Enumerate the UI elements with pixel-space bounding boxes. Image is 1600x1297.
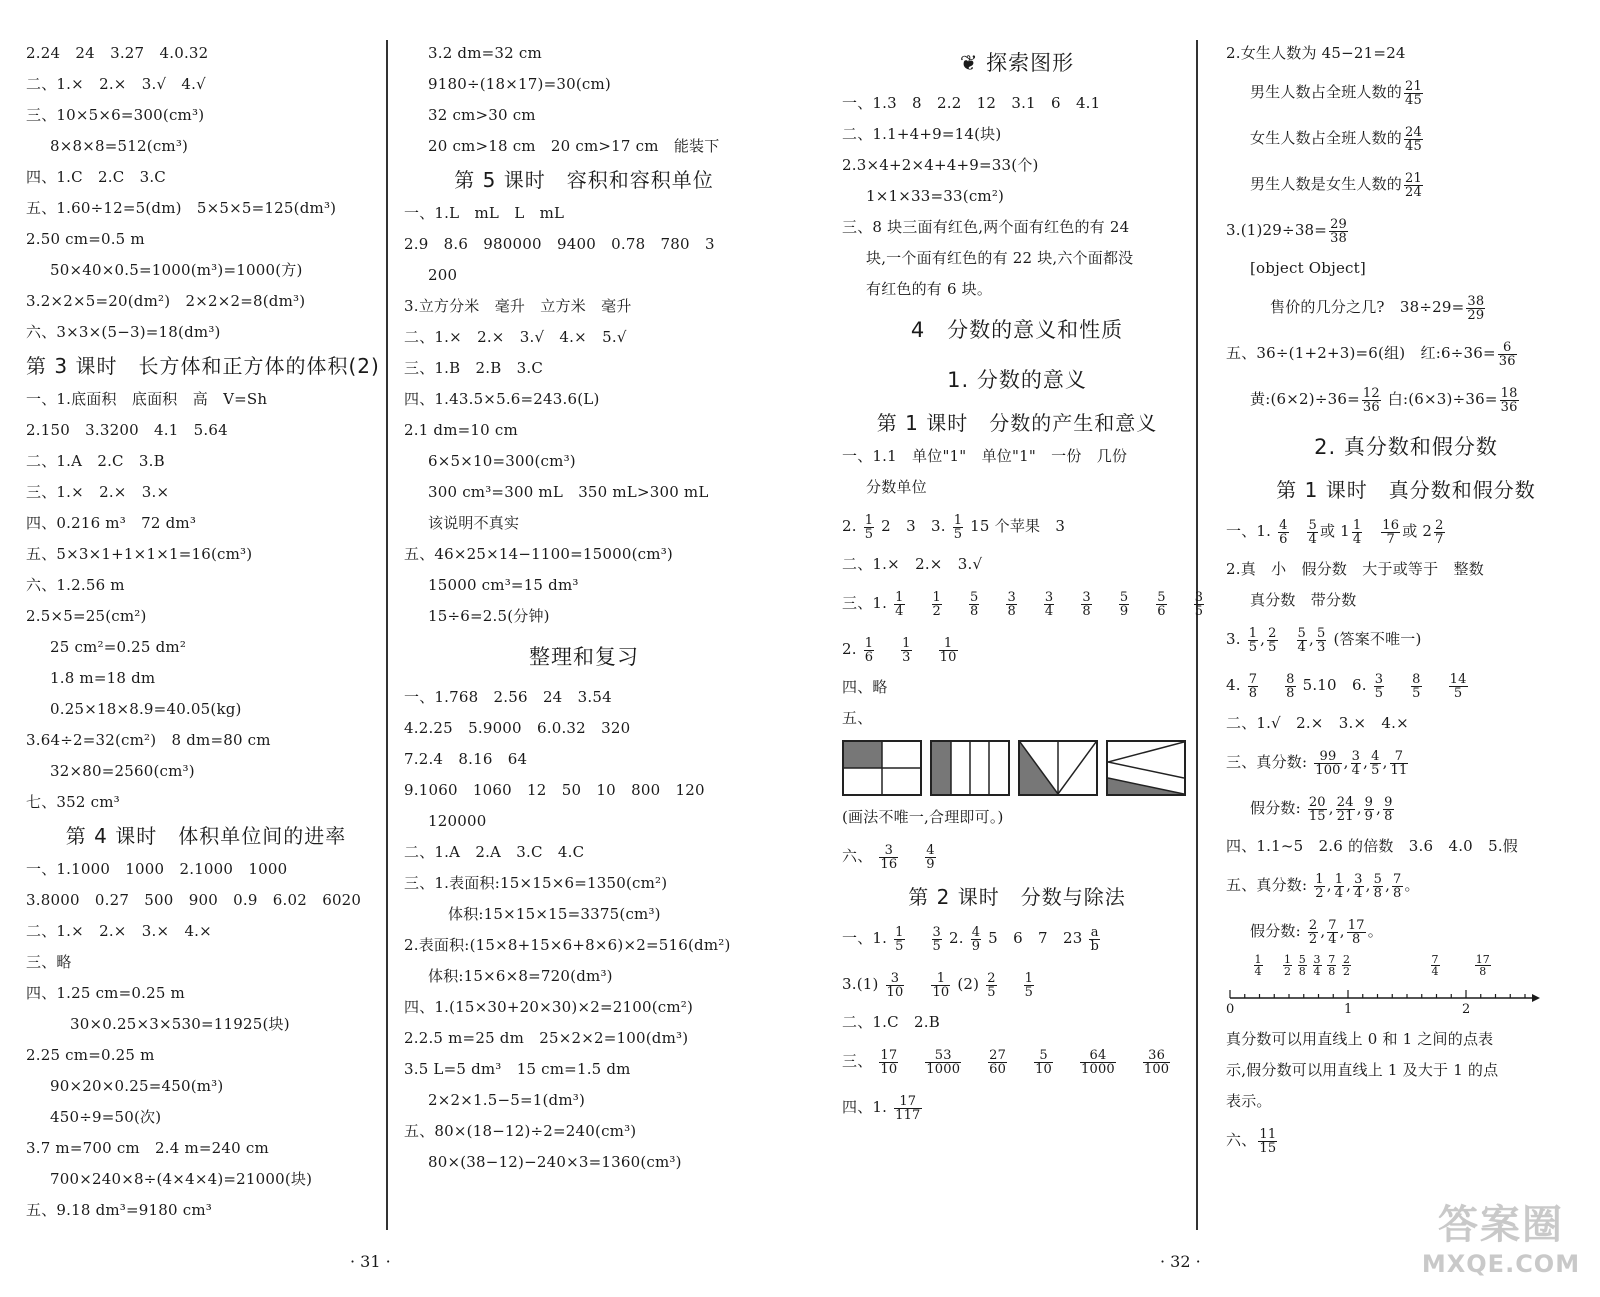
answer-line: 2.表面积:(15×8+15×6+8×6)×2=516(dm²) — [404, 936, 731, 954]
answer-line: 9.1060 1060 12 50 10 800 120 — [404, 781, 705, 799]
answer-line: 块,一个面有红色的有 22 块,六个面都没 — [866, 249, 1134, 267]
answer-line: 三、 $\frac{17}{10}$ $\frac{53}{1000}$ $\frac{27}{60}$ $\frac{5}{10}$ $\frac{64}{1000}$ $\frac{36}{100}$ — [842, 1047, 1170, 1077]
lesson-heading: 第 1 课时 分数的产生和意义 — [876, 411, 1158, 435]
answer-line: 四、0.216 m³ 72 dm³ — [26, 514, 197, 532]
fraction: $\frac{8}{8}$ — [1286, 671, 1295, 701]
fraction-figures — [842, 734, 1192, 802]
answer-line: 四、1.1~5 2.6 的倍数 3.6 4.0 5.假 — [1226, 837, 1519, 855]
answer-line: 二、1.× 2.× 3.√ — [842, 555, 983, 573]
answer-line: 男生人数是女生人数的 $\frac{21}{24}$ — [1250, 170, 1422, 200]
fraction: $\frac{5}{4}$ — [1297, 625, 1307, 655]
answer-line: 6×5×10=300(cm³) — [428, 452, 576, 470]
fraction: $\frac{2}{5}$ — [1268, 625, 1277, 655]
fraction: $\frac{1}{2}$ — [1315, 871, 1324, 901]
answer-line: 四、1. $\frac{17}{117}$ — [842, 1093, 921, 1123]
fraction: $\frac{1}{4}$ — [1352, 517, 1362, 547]
answer-line: 一、1.1 单位"1" 单位"1" 一份 几份 — [842, 447, 1128, 465]
answer-line: 四、1.C 2.C 3.C — [26, 168, 166, 186]
answer-line: 80×(38−12)−240×3=1360(cm³) — [428, 1153, 682, 1171]
answer-line: 一、1.底面积 底面积 高 V=Sh — [26, 390, 268, 408]
fraction: $\frac{8}{5}$ — [1412, 671, 1421, 701]
fraction: $\frac{2}{5}$ — [987, 970, 996, 1000]
answer-line: 3.5 L=5 dm³ 15 cm=1.5 dm — [404, 1060, 631, 1078]
answer-line: 五、36÷(1+2+3)=6(组) 红:6÷36= $\frac{6}{36}$ — [1226, 339, 1516, 369]
column-divider-left — [386, 40, 388, 1230]
fraction: $\frac{64}{1000}$ — [1081, 1047, 1115, 1077]
answer-line: 32 cm>30 cm — [428, 106, 536, 124]
answer-line: 五、 — [842, 709, 873, 727]
answer-line: 假分数: $\frac{20}{15}$ , $\frac{24}{21}$ , $\frac{9}{9}$ , $\frac{9}{8}$ — [1250, 794, 1393, 824]
answer-line: 三、1.× 2.× 3.× — [26, 483, 170, 501]
fraction: $\frac{16}{7}$ — [1382, 517, 1400, 547]
fraction: $\frac{7}{11}$ — [1390, 748, 1408, 778]
figure-square-quarters — [842, 740, 922, 796]
section-heading: 1. 分数的意义 — [947, 368, 1087, 392]
answer-line: 女生人数占全班人数的 $\frac{24}{45}$ — [1250, 124, 1422, 154]
answer-line: 4. $\frac{7}{8}$ $\frac{8}{8}$ 5.10 6. $\frac{3}{5}$ $\frac{8}{5}$ $\frac{14}{5}$ — [1226, 671, 1467, 701]
answer-line: 三、10×5×6=300(cm³) — [26, 106, 205, 124]
lesson-heading: 第 5 课时 容积和容积单位 — [454, 168, 714, 192]
lesson-heading: 第 4 课时 体积单位间的进率 — [65, 824, 347, 848]
answer-line: 2.3×4+2×4+4+9=33(个) — [842, 156, 1039, 174]
answer-line: 二、1.√ 2.× 3.× 4.× — [1226, 714, 1409, 732]
fraction: $\frac{5}{3}$ — [1316, 625, 1326, 655]
page-number-left: · 31 · — [350, 1252, 391, 1271]
answer-line: 2. $\frac{1}{6}$ $\frac{1}{3}$ $\frac{1}{10}$ — [842, 635, 957, 665]
answer-line: 三、1. $\frac{1}{4}$ $\frac{1}{2}$ $\frac{5}{8}$ $\frac{3}{8}$ $\frac{3}{4}$ $\frac{3}{8}$ $\frac{5}{9}$ $\frac{5}{6}$ $\frac{3}{5}$ — [842, 589, 1204, 619]
unit-heading: 4 分数的意义和性质 — [910, 318, 1124, 342]
answer-line: 三、略 — [26, 953, 72, 971]
answer-line: 二、1.A 2.A 3.C 4.C — [404, 843, 585, 861]
answer-line: 2×2×1.5−5=1(dm³) — [428, 1091, 586, 1109]
fraction: $\frac{5}{8}$ — [1373, 871, 1383, 901]
answer-line: 2. $\frac{1}{5}$ 2 3 3. $\frac{1}{5}$ 15 个苹果 3 — [842, 512, 1066, 542]
answer-line: 一、1. $\frac{1}{5}$ $\frac{3}{5}$ 2. $\frac{4}{9}$ 5 6 7 23 $\frac{a}{b}$ — [842, 924, 1099, 954]
answer-line: 二、1.× 2.× 3.× 4.× — [26, 922, 212, 940]
answer-line: 六、1.2.56 m — [26, 576, 125, 594]
fraction: $\frac{17}{10}$ — [880, 1047, 898, 1077]
column-3 — [842, 38, 1204, 1130]
number-line-label: 2 — [1462, 1002, 1471, 1017]
number-line-fraction: $\frac{7}{8}$ — [1328, 953, 1336, 978]
fraction: $\frac{6}{36}$ — [1498, 339, 1516, 369]
answer-line: 450÷9=50(次) — [50, 1108, 162, 1126]
fraction: $\frac{21}{45}$ — [1405, 78, 1422, 108]
fraction: $\frac{1}{10}$ — [939, 635, 957, 665]
fraction: $\frac{11}{15}$ — [1259, 1126, 1277, 1156]
fraction: $\frac{20}{15}$ — [1308, 794, 1326, 824]
answer-line: 2.150 3.3200 4.1 5.64 — [26, 421, 228, 439]
answer-line: [object Object] — [1250, 259, 1366, 277]
answer-line: 2.25 cm=0.25 m — [26, 1046, 155, 1064]
fraction: $\frac{21}{24}$ — [1405, 170, 1422, 200]
fraction: $\frac{1}{5}$ — [895, 924, 904, 954]
fraction: $\frac{3}{4}$ — [1351, 748, 1361, 778]
section-heading: ❦ 探索图形 — [959, 51, 1075, 75]
answer-line: 五、46×25×14−1100=15000(cm³) — [404, 545, 673, 563]
answer-line: 体积:15×15×15=3375(cm³) — [448, 905, 661, 923]
answer-line: 四、1.(15×30+20×30)×2=2100(cm²) — [404, 998, 694, 1016]
fraction: $\frac{2}{2}$ — [1308, 917, 1318, 947]
answer-line: 3.(1) $\frac{3}{10}$ $\frac{1}{10}$ (2) $\frac{2}{5}$ $\frac{1}{5}$ — [842, 970, 1034, 1000]
fraction: $\frac{9}{9}$ — [1364, 794, 1374, 824]
number-line-label: 1 — [1344, 1002, 1353, 1017]
answer-line: 8×8×8=512(cm³) — [50, 137, 189, 155]
lesson-heading: 第 2 课时 分数与除法 — [908, 885, 1126, 909]
fraction: $\frac{1}{10}$ — [932, 970, 950, 1000]
column-4 — [1226, 38, 1586, 1163]
fraction: $\frac{38}{29}$ — [1467, 293, 1485, 323]
answer-line: 一、1.L mL L mL — [404, 204, 565, 222]
answer-line: 2.24 24 3.27 4.0.32 — [26, 44, 209, 62]
answer-line: 3.立方分米 毫升 立方米 毫升 — [404, 297, 632, 315]
lesson-heading: 第 3 课时 长方体和正方体的体积(2) — [26, 354, 380, 378]
answer-line: 90×20×0.25=450(m³) — [50, 1077, 224, 1095]
answer-line: 真分数可以用直线上 0 和 1 之间的点表 — [1226, 1030, 1494, 1048]
answer-line: 假分数: $\frac{2}{2}$ , $\frac{7}{4}$ , $\frac{17}{8}$ 。 — [1250, 917, 1383, 947]
page-number-right: · 32 · — [1160, 1252, 1201, 1271]
answer-line: 六、 $\frac{11}{15}$ — [1226, 1126, 1277, 1156]
answer-line: 7.2.4 8.16 64 — [404, 750, 528, 768]
answer-line: 2.女生人数为 45−21=24 — [1226, 44, 1406, 62]
fraction: $\frac{4}{5}$ — [1371, 748, 1380, 778]
answer-line: 3.(1)29÷38= $\frac{29}{38}$ — [1226, 216, 1348, 246]
fraction: $\frac{5}{8}$ — [970, 589, 979, 619]
answer-line: 该说明不真实 — [428, 514, 520, 532]
fraction: $\frac{1}{3}$ — [902, 635, 911, 665]
fraction: $\frac{1}{5}$ — [1024, 970, 1034, 1000]
answer-line: 五、1.60÷12=5(dm) 5×5×5=125(dm³) — [26, 199, 337, 217]
fraction: $\frac{5}{9}$ — [1119, 589, 1129, 619]
answer-line: 三、1.B 2.B 3.C — [404, 359, 544, 377]
column-1 — [26, 38, 386, 1226]
number-line-fraction: $\frac{1}{4}$ — [1254, 953, 1262, 978]
answer-line: 六、 $\frac{3}{16}$ $\frac{4}{9}$ — [842, 842, 935, 872]
fraction: $\frac{53}{1000}$ — [926, 1047, 961, 1077]
fraction: $\frac{3}{8}$ — [1082, 589, 1091, 619]
fraction: $\frac{1}{5}$ — [864, 512, 874, 542]
answer-line: 15÷6=2.5(分钟) — [428, 607, 550, 625]
column-2 — [404, 38, 764, 1178]
number-line-fraction: $\frac{5}{8}$ — [1298, 953, 1306, 978]
answer-line: 二、1.A 2.C 3.B — [26, 452, 165, 470]
fraction: $\frac{1}{4}$ — [895, 589, 904, 619]
section-heading: 2. 真分数和假分数 — [1314, 435, 1498, 459]
answer-line: 1.8 m=18 dm — [50, 669, 156, 687]
fraction: $\frac{99}{100}$ — [1315, 748, 1341, 778]
fraction: $\frac{3}{5}$ — [1194, 589, 1204, 619]
fraction: $\frac{7}{8}$ — [1248, 671, 1258, 701]
answer-line: 五、5×3×1+1×1×1=16(cm³) — [26, 545, 253, 563]
fraction: $\frac{3}{10}$ — [886, 970, 904, 1000]
fraction: $\frac{4}{6}$ — [1279, 517, 1288, 547]
fraction: $\frac{a}{b}$ — [1090, 924, 1099, 954]
answer-line: 15000 cm³=15 dm³ — [428, 576, 579, 594]
answer-line: 一、1.768 2.56 24 3.54 — [404, 688, 612, 706]
answer-line: 一、1.3 8 2.2 12 3.1 6 4.1 — [842, 94, 1101, 112]
watermark-logo: 答案圈 MXQE.COM — [1421, 1202, 1581, 1278]
answer-line: 2.真 小 假分数 大于或等于 整数 — [1226, 560, 1484, 578]
answer-line: 二、1.1+4+9=14(块) — [842, 125, 1002, 143]
answer-line: 四、略 — [842, 678, 888, 696]
fraction: $\frac{3}{8}$ — [1007, 589, 1016, 619]
number-line-fraction: $\frac{2}{2}$ — [1343, 953, 1350, 978]
answer-line: 3.7 m=700 cm 2.4 m=240 cm — [26, 1139, 269, 1157]
number-line-fraction: $\frac{1}{2}$ — [1284, 953, 1291, 978]
answer-line: 三、8 块三面有红色,两个面有红色的有 24 — [842, 218, 1130, 236]
fraction: $\frac{14}{5}$ — [1449, 671, 1467, 701]
answer-line: 1×1×33=33(cm²) — [866, 187, 1005, 205]
answer-line: 六、3×3×(5−3)=18(dm³) — [26, 323, 221, 341]
answer-line: 二、1.× 2.× 3.√ 4.× 5.√ — [404, 328, 627, 346]
answer-line: 2.5×5=25(cm²) — [26, 607, 147, 625]
figure-triangles — [1018, 740, 1098, 796]
answer-line: 黄:(6×2)÷36= $\frac{12}{36}$ 白:(6×3)÷36= $\frac{18}{36}$ — [1250, 385, 1518, 415]
fraction: $\frac{3}{5}$ — [1374, 671, 1384, 701]
answer-line: 25 cm²=0.25 dm² — [50, 638, 187, 656]
answer-line: 3.2×2×5=20(dm²) 2×2×2=8(dm³) — [26, 292, 306, 310]
answer-line: 五、真分数: $\frac{1}{2}$ , $\frac{1}{4}$ , $\frac{3}{4}$ , $\frac{5}{8}$ , $\frac{7}{8}$ 。 — [1226, 871, 1420, 901]
fraction: $\frac{3}{5}$ — [932, 924, 942, 954]
answer-line: 一、1. $\frac{4}{6}$ $\frac{5}{4}$ 或 1 $\frac{1}{4}$ $\frac{16}{7}$ 或 2 $\frac{2}{7}$ — [1226, 517, 1444, 547]
answer-note: (画法不唯一,合理即可。) — [842, 808, 1004, 826]
fraction: $\frac{9}{8}$ — [1384, 794, 1393, 824]
answer-line: 32×80=2560(cm³) — [50, 762, 195, 780]
fraction: $\frac{18}{36}$ — [1500, 385, 1518, 415]
leaf-icon: ❦ — [959, 51, 979, 75]
fraction: $\frac{7}{4}$ — [1328, 917, 1337, 947]
figure-diagonal — [1106, 740, 1186, 796]
answer-line: 五、9.18 dm³=9180 cm³ — [26, 1201, 212, 1219]
fraction: $\frac{1}{5}$ — [1248, 625, 1258, 655]
answer-line: 售价的几分之几? 38÷29= $\frac{38}{29}$ — [1270, 293, 1485, 323]
fraction: $\frac{1}{6}$ — [864, 635, 874, 665]
figure-strips — [930, 740, 1010, 796]
fraction: $\frac{36}{100}$ — [1143, 1047, 1170, 1077]
column-divider-right — [1196, 40, 1198, 1230]
fraction: $\frac{1}{2}$ — [932, 589, 942, 619]
number-line-label: 0 — [1226, 1002, 1235, 1017]
answer-line: 120000 — [428, 812, 487, 830]
fraction: $\frac{12}{36}$ — [1362, 385, 1380, 415]
answer-line: 300 cm³=300 mL 350 mL>300 mL — [428, 483, 709, 501]
fraction: $\frac{5}{10}$ — [1035, 1047, 1053, 1077]
answer-line: 9180÷(18×17)=30(cm) — [428, 75, 611, 93]
fraction: $\frac{3}{4}$ — [1354, 871, 1363, 901]
answer-line: 有红色的有 6 块。 — [866, 280, 993, 298]
fraction: $\frac{7}{8}$ — [1393, 871, 1402, 901]
answer-line: 3.8000 0.27 500 900 0.9 6.02 6020 — [26, 891, 362, 909]
answer-line: 200 — [428, 266, 458, 284]
answer-line: 20 cm>18 cm 20 cm>17 cm 能装下 — [428, 137, 720, 155]
lesson-heading: 第 1 课时 真分数和假分数 — [1276, 478, 1536, 502]
number-line — [1226, 954, 1586, 1024]
answer-line: 0.25×18×8.9=40.05(kg) — [50, 700, 242, 718]
fraction: $\frac{5}{6}$ — [1157, 589, 1166, 619]
fraction: $\frac{27}{60}$ — [989, 1047, 1007, 1077]
answer-line: 体积:15×6×8=720(dm³) — [428, 967, 613, 985]
fraction: $\frac{24}{45}$ — [1405, 124, 1422, 154]
answer-line: 2.2.5 m=25 dm 25×2×2=100(dm³) — [404, 1029, 689, 1047]
answer-line: 四、1.25 cm=0.25 m — [26, 984, 185, 1002]
answer-line: 2.50 cm=0.5 m — [26, 230, 145, 248]
answer-line: 四、1.43.5×5.6=243.6(L) — [404, 390, 600, 408]
answer-line: 4.2.25 5.9000 6.0.32 320 — [404, 719, 631, 737]
answer-line: 3. $\frac{1}{5}$ , $\frac{2}{5}$ $\frac{5}{4}$ , $\frac{5}{3}$ (答案不唯一) — [1226, 625, 1422, 655]
fraction: $\frac{17}{8}$ — [1347, 917, 1365, 947]
answer-line: 3.2 dm=32 cm — [428, 44, 542, 62]
answer-line: 700×240×8÷(4×4×4)=21000(块) — [50, 1170, 313, 1188]
answer-line: 五、80×(18−12)÷2=240(cm³) — [404, 1122, 637, 1140]
answer-line: 二、1.C 2.B — [842, 1013, 940, 1031]
fraction: $\frac{2}{7}$ — [1435, 517, 1444, 547]
fraction: $\frac{17}{117}$ — [895, 1093, 921, 1123]
fraction: $\frac{4}{9}$ — [971, 924, 981, 954]
answer-line: 三、真分数: $\frac{99}{100}$ , $\frac{3}{4}$ , $\frac{4}{5}$ , $\frac{7}{11}$ — [1226, 748, 1408, 778]
answer-line: 50×40×0.5=1000(m³)=1000(方) — [50, 261, 303, 279]
answer-line: 真分数 带分数 — [1250, 591, 1357, 609]
number-line-fraction: $\frac{17}{8}$ — [1475, 953, 1490, 978]
answer-line: 2.1 dm=10 cm — [404, 421, 518, 439]
answer-line: 一、1.1000 1000 2.1000 1000 — [26, 860, 288, 878]
fraction: $\frac{1}{5}$ — [953, 512, 963, 542]
answer-line: 七、352 cm³ — [26, 793, 120, 811]
number-line-svg — [1226, 954, 1546, 1024]
answer-line: 男生人数占全班人数的 $\frac{21}{45}$ — [1250, 78, 1422, 108]
fraction: $\frac{3}{16}$ — [880, 842, 898, 872]
number-line-fraction: $\frac{3}{4}$ — [1313, 953, 1321, 978]
answer-line: 分数单位 — [866, 478, 927, 496]
answer-line: 2.9 8.6 980000 9400 0.78 780 3 — [404, 235, 715, 253]
fraction: $\frac{24}{21}$ — [1336, 794, 1354, 824]
answer-line: 3.64÷2=32(cm²) 8 dm=80 cm — [26, 731, 271, 749]
fraction: $\frac{3}{4}$ — [1044, 589, 1054, 619]
answer-line: 二、1.× 2.× 3.√ 4.√ — [26, 75, 206, 93]
fraction: $\frac{4}{9}$ — [926, 842, 935, 872]
section-heading: 整理和复习 — [529, 645, 639, 669]
fraction: $\frac{1}{4}$ — [1334, 871, 1344, 901]
answer-line: 30×0.25×3×530=11925(块) — [70, 1015, 290, 1033]
answer-line: 三、1.表面积:15×15×6=1350(cm²) — [404, 874, 668, 892]
fraction: $\frac{29}{38}$ — [1330, 216, 1348, 246]
fraction: $\frac{5}{4}$ — [1308, 517, 1317, 547]
answer-line: 示,假分数可以用直线上 1 及大于 1 的点 — [1226, 1061, 1499, 1079]
number-line-fraction: $\frac{7}{4}$ — [1431, 953, 1439, 978]
answer-line: 表示。 — [1226, 1092, 1272, 1110]
